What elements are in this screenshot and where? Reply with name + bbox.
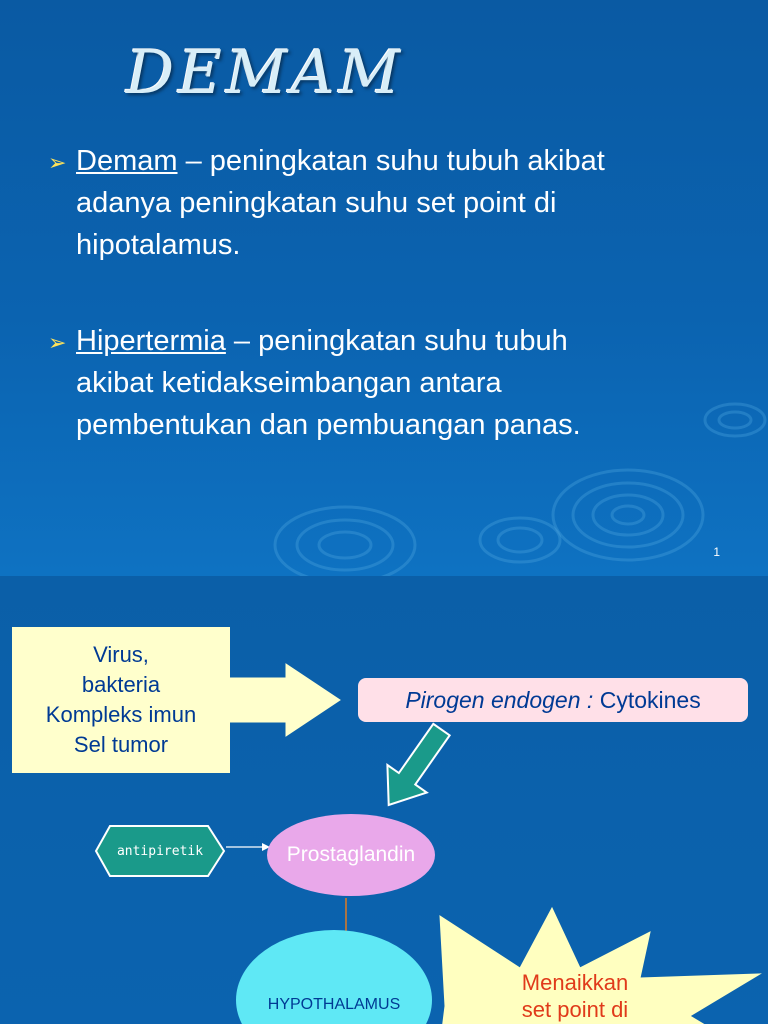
bullet-line: – peningkatan suhu tubuh akibat <box>177 145 605 177</box>
cause-item: bakteria <box>81 672 161 697</box>
block-arrow-right <box>230 664 340 736</box>
pirogen-value: Cytokines <box>599 686 701 713</box>
pirogen-label: Pirogen endogen : <box>405 686 594 713</box>
term-demam: Demam <box>76 145 178 177</box>
antipiretik-label: antipiretik <box>116 843 204 859</box>
pirogen-box <box>358 678 748 722</box>
starburst-line: set point di <box>521 997 629 1022</box>
starburst-text <box>470 969 680 1023</box>
bullet-line: hipotalamus. <box>76 229 241 261</box>
cause-item: Sel tumor <box>73 732 169 757</box>
prostaglandin-label: Prostaglandin <box>286 843 416 866</box>
bullet-line: – peningkatan suhu tubuh <box>225 325 568 357</box>
bullet-text <box>76 320 718 446</box>
bullet-demam <box>48 140 718 266</box>
starburst-line: Menaikkan <box>521 970 629 995</box>
causes-box <box>12 627 230 773</box>
cause-item: Virus, <box>93 642 149 667</box>
slide-title: DEMAM <box>126 38 405 108</box>
slide-2 <box>0 576 768 1024</box>
chevron-right-icon: ➢ <box>48 330 67 355</box>
teal-arrow-down-left <box>369 716 461 819</box>
page-number: 1 <box>713 545 720 559</box>
chevron-right-icon: ➢ <box>48 150 67 175</box>
cause-item: Kompleks imun <box>45 702 197 727</box>
antipiretik-node <box>96 826 224 876</box>
bullet-line: adanya peningkatan suhu set point di <box>76 187 557 219</box>
term-hipertermia: Hipertermia <box>76 325 226 357</box>
hypothalamus-label: HYPOTHALAMUS <box>267 996 401 1013</box>
bullet-line: pembentukan dan pembuangan panas. <box>76 409 581 441</box>
bullet-hipertermia <box>48 320 718 446</box>
prostaglandin-node <box>267 814 435 896</box>
bullet-line: akibat ketidakseimbangan antara <box>76 367 502 399</box>
bullet-text <box>76 140 718 266</box>
